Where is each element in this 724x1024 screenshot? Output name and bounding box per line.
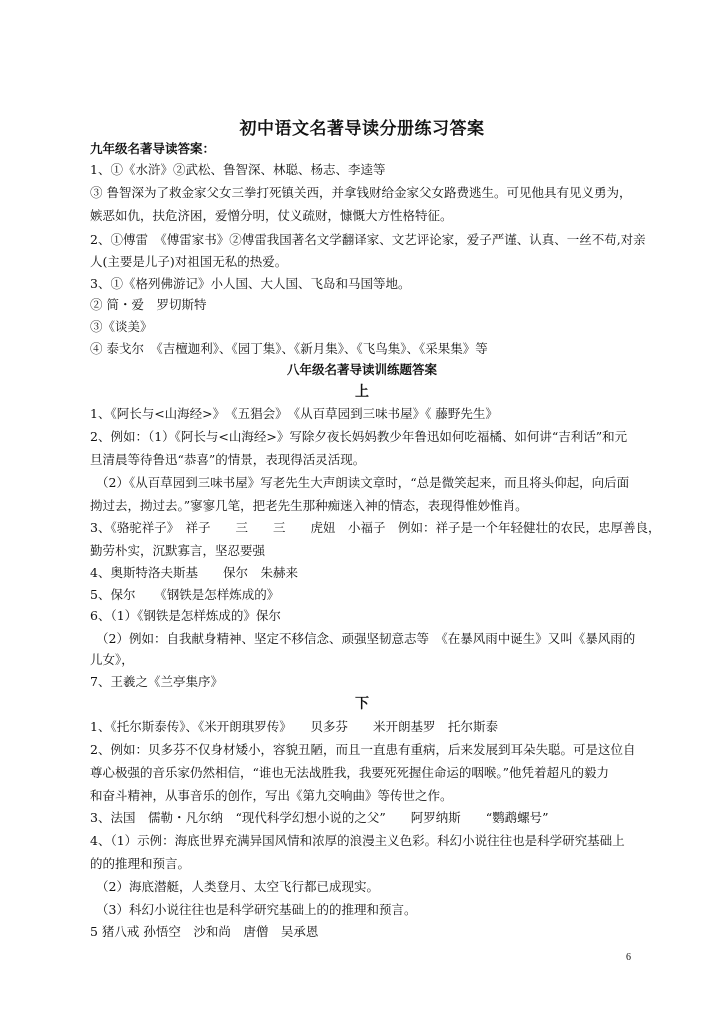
answer-line: 2、例如：（1）《阿长与<山海经>》写除夕夜长妈妈教少年鲁迅如何吃福橘、如何讲“吉利话”和元 — [90, 429, 628, 444]
page-title: 初中语文名著导读分册练习答案 — [239, 119, 485, 139]
answer-line: 人(主要是儿子)对祖国无私的热爱。 — [90, 254, 288, 269]
answer-line: （2）例如：自我献身精神、坚定不移信念、顽强坚韧意志等 《在暴风雨中诞生》又叫《暴风雨的 — [96, 631, 636, 646]
answer-line: 4、奥斯特洛夫斯基 保尔 朱赫来 — [90, 565, 298, 580]
answer-line: 的的推理和预言。 — [90, 856, 191, 871]
answer-line: 3、法国 儒勒・凡尔纳 “现代科学幻想小说的之父” 阿罗纳斯 “鹦鹉螺号” — [90, 810, 549, 825]
answer-line: 勤劳朴实，沉默寡言，坚忍要强 — [90, 543, 266, 558]
answer-line: 和奋斗精神，从事音乐的创作，写出《第九交响曲》等传世之作。 — [90, 788, 453, 803]
answer-line: ③《谈美》 — [90, 319, 153, 334]
answer-line: 拗过去，拗过去。”寥寥几笔，把老先生那种痴迷入神的情态，表现得惟妙惟肖。 — [90, 498, 528, 513]
answer-line: 6、（1）《钢铁是怎样炼成的》保尔 — [90, 608, 281, 623]
subsection-heading-upper: 上 — [355, 384, 369, 400]
answer-line: 2、①傅雷 《傅雷家书》②傅雷我国著名文学翻译家、文艺评论家，爱子严谨、认真、一丝不苟,对亲 — [90, 232, 646, 247]
answer-line: （2）《从百草园到三味书屋》写老先生大声朗读文章时，“总是微笑起来，而且将头仰起，向后面 — [96, 475, 630, 490]
answer-line: 1、①《水浒》②武松、鲁智深、林聪、杨志、李逵等 — [90, 162, 386, 177]
answer-line: ④ 泰戈尔 《吉檀迦利》、《园丁集》、《新月集》、《飞鸟集》、《采果集》等 — [90, 341, 488, 356]
answer-line: 嫉恶如仇，扶危济困，爱憎分明，仗义疏财，慷慨大方性格特征。 — [90, 208, 453, 223]
answer-line: 4、（1）示例：海底世界充满异国风情和浓厚的浪漫主义色彩。科幻小说往往也是科学研究基础上 — [90, 833, 625, 848]
answer-line: 3、①《格列佛游记》小人国、大人国、飞岛和马国等地。 — [90, 276, 411, 291]
answer-line: ② 简・爱 罗切斯特 — [90, 297, 207, 312]
subsection-heading-lower: 下 — [355, 696, 369, 712]
answer-line: 2、例如：贝多芬不仅身材矮小，容貌丑陋，而且一直患有重病，后来发展到耳朵失聪。可是这位自 — [90, 742, 636, 757]
answer-line: 旦清晨等待鲁迅“恭喜”的情景，表现得活灵活现。 — [90, 452, 366, 467]
answer-line: 3、《骆驼祥子》 祥子 三 三 虎妞 小福子 例如：祥子是一个年轻健壮的农民，忠厚善良， — [90, 520, 661, 535]
answer-line: 5 猪八戒 孙悟空 沙和尚 唐僧 吴承恩 — [90, 924, 319, 939]
answer-line: （3）科幻小说往往也是科学研究基础上的的推理和预言。 — [96, 902, 417, 917]
answer-line: 1、《阿长与<山海经>》 《五猖会》 《从百草园到三味书屋》《 藤野先生》 — [90, 406, 498, 421]
answer-line: （2）海底潜艇，人类登月、太空飞行都已成现实。 — [96, 879, 379, 894]
answer-line: 7、王羲之《兰亭集序》 — [90, 674, 223, 689]
section-heading-grade9: 九年级名著导读答案： — [90, 141, 216, 156]
page-number: 6 — [626, 952, 631, 963]
answer-line: 儿女》， — [90, 652, 134, 667]
answer-line: 尊心极强的音乐家仍然相信，“谁也无法战胜我，我要死死握住命运的咽喉。”他凭着超凡的毅力 — [90, 765, 610, 780]
answer-line: ③ 鲁智深为了救金家父女三拳打死镇关西，并拿钱财给金家父女路费逃生。可见他具有见义勇为， — [90, 185, 632, 200]
answer-line: 1、《托尔斯泰传》、《米开朗琪罗传》 贝多芬 米开朗基罗 托尔斯泰 — [90, 719, 498, 734]
answer-line: 5、保尔 《钢铁是怎样炼成的》 — [90, 587, 280, 602]
section-heading-grade8: 八年级名著导读训练题答案 — [286, 362, 437, 377]
